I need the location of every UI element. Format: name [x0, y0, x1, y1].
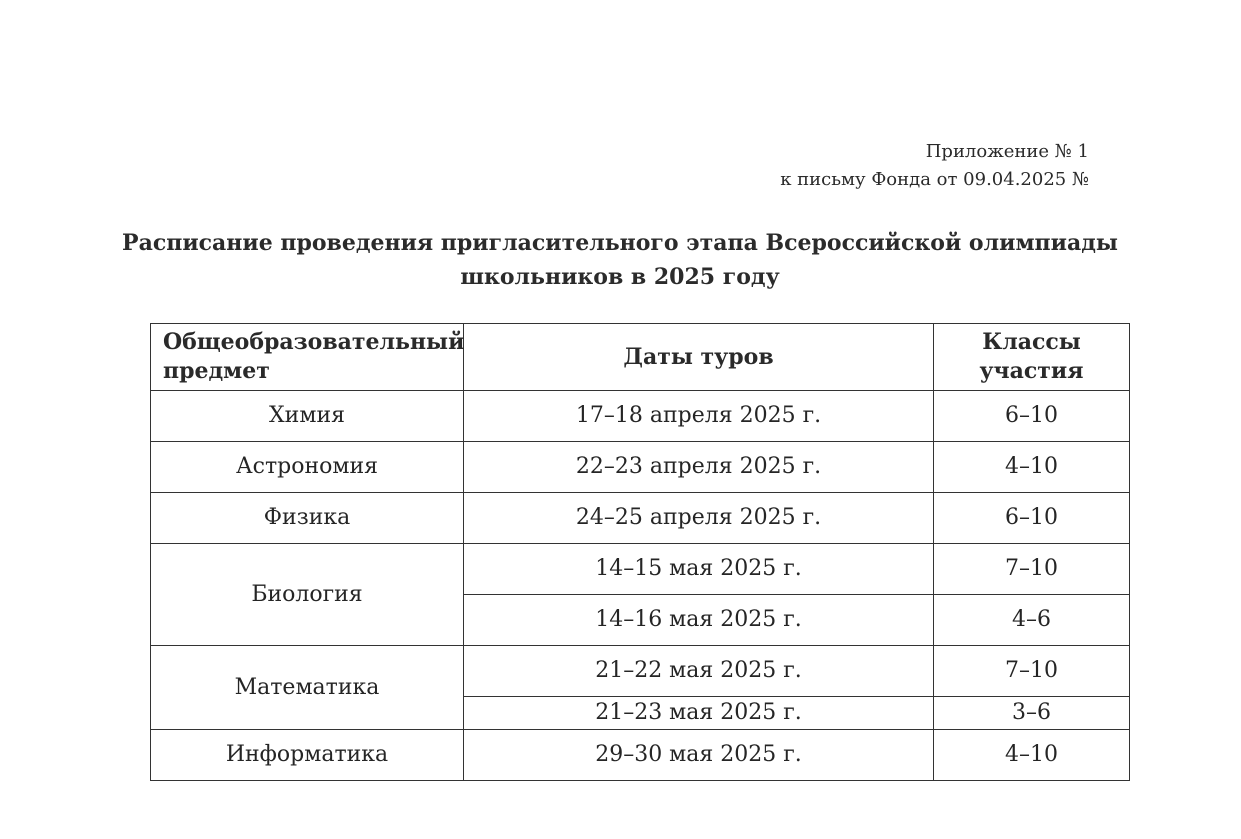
grades-cell: 7–10	[934, 646, 1130, 697]
dates-cell: 17–18 апреля 2025 г.	[464, 391, 934, 442]
subject-cell: Биология	[151, 544, 464, 646]
grades-cell: 4–10	[934, 730, 1130, 781]
dates-cell: 22–23 апреля 2025 г.	[464, 442, 934, 493]
grades-cell: 4–10	[934, 442, 1130, 493]
grades-cell: 3–6	[934, 697, 1130, 730]
header-dates: Даты туров	[464, 324, 934, 391]
grades-cell: 6–10	[934, 391, 1130, 442]
table-row	[151, 646, 1130, 697]
annex-number: Приложение № 1	[925, 141, 1089, 162]
header-grades-line-1: Классы	[982, 329, 1081, 355]
table-row	[151, 544, 1130, 595]
annex-letter-reference: к письму Фонда от 09.04.2025 №	[780, 169, 1089, 190]
header-subject-line-1: Общеобразовательный	[163, 329, 465, 355]
subject-cell: Информатика	[151, 730, 464, 781]
grades-cell: 6–10	[934, 493, 1130, 544]
dates-cell: 24–25 апреля 2025 г.	[464, 493, 934, 544]
dates-cell: 14–15 мая 2025 г.	[464, 544, 934, 595]
dates-cell: 29–30 мая 2025 г.	[464, 730, 934, 781]
header-grades	[934, 324, 1130, 391]
grades-cell: 4–6	[934, 595, 1130, 646]
header-subject	[151, 324, 464, 391]
annex-header	[780, 138, 1089, 194]
schedule-table	[150, 323, 1130, 781]
subject-cell: Химия	[151, 391, 464, 442]
table-row	[151, 391, 1130, 442]
table-header-row	[151, 324, 1130, 391]
table-row	[151, 730, 1130, 781]
dates-cell: 21–22 мая 2025 г.	[464, 646, 934, 697]
dates-cell: 21–23 мая 2025 г.	[464, 697, 934, 730]
title-line-1: Расписание проведения пригласительного этапа Всероссийской олимпиады	[122, 230, 1118, 256]
subject-cell: Математика	[151, 646, 464, 730]
table-row	[151, 442, 1130, 493]
header-subject-line-2: предмет	[163, 358, 270, 384]
subject-cell: Физика	[151, 493, 464, 544]
document-title	[100, 226, 1140, 294]
dates-cell: 14–16 мая 2025 г.	[464, 595, 934, 646]
header-grades-line-2: участия	[979, 358, 1084, 384]
subject-cell: Астрономия	[151, 442, 464, 493]
grades-cell: 7–10	[934, 544, 1130, 595]
title-line-2: школьников в 2025 году	[460, 264, 780, 290]
table-row	[151, 493, 1130, 544]
